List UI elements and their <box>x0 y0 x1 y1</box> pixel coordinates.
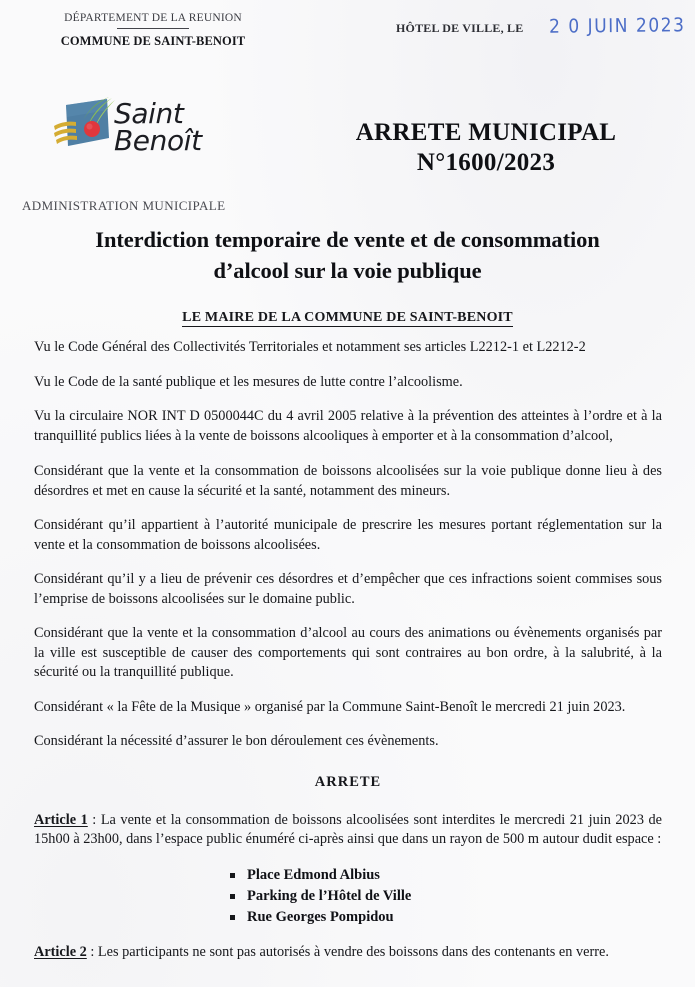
article-1-text: : La vente et la consommation de boissons alcoolisées sont interdites le mercredi 21 juin 2023 de 15h00 à 23h00, dans l’espace public énuméré ci-après ainsi que dans un rayon de 500 m autour dudit espace : <box>34 811 663 847</box>
article-1 <box>34 811 662 850</box>
recital-considerant-1: Considérant que la vente et la consommation de boissons alcoolisées sur la voie publique donne lieu à des désordres et met en cause la sécurité et la santé, notamment des mineurs. <box>34 463 662 499</box>
recital-considerant-6: Considérant la nécessité d’assurer le bon déroulement ces évènements. <box>34 733 439 749</box>
recital-vu-2: Vu le Code de la santé publique et les mesures de lutte contre l’alcoolisme. <box>34 373 463 390</box>
list-item: Rue Georges Pompidou <box>230 907 662 927</box>
document-number: N°1600/2023 <box>416 149 556 176</box>
list-item: Parking de l’Hôtel de Ville <box>230 886 662 906</box>
header-divider <box>117 28 189 29</box>
article-2-text: : Les participants ne sont pas autorisés à vendre des boissons dans des contenants en verre. <box>86 943 609 960</box>
recital-considerant-3: Considérant qu’il y a lieu de prévenir ces désordres et d’empêcher que ces infractions soient commises sous l’emprise de boissons alcoolisées sur le domaine public. <box>34 571 662 607</box>
date-stamp: 2 0 JUIN 2023 <box>549 14 686 38</box>
administration-municipale-label: ADMINISTRATION MUNICIPALE <box>22 198 226 213</box>
mayor-heading-text: LE MAIRE DE LA COMMUNE DE SAINT-BENOIT <box>182 310 513 325</box>
recital-considerant-5: Considérant « la Fête de la Musique » organisé par la Commune Saint-Benoît le mercredi 21 juin 2023. <box>34 698 626 715</box>
mayor-heading <box>24 308 671 326</box>
logo-word-line2: Benoît <box>114 124 202 157</box>
document-title-line1: ARRETE MUNICIPAL <box>355 119 617 146</box>
article-2-label: Article 2 <box>34 943 87 960</box>
restricted-places-list <box>34 865 662 927</box>
article-2 <box>34 943 662 963</box>
recital-considerant-4: Considérant que la vente et la consommation d’alcool au cours des animations ou évènements organisés par la ville est susceptible de causer des comportements qui sont contraires au bon ordre, à la salubrité, à la sécurité ou la tranquillité publique. <box>34 625 662 680</box>
document-subject-line1: Interdiction temporaire de vente et de consommation <box>95 227 600 252</box>
article-1-label: Article 1 <box>34 811 88 828</box>
department-label: DÉPARTEMENT DE LA REUNION <box>64 12 242 24</box>
recital-vu-3: Vu la circulaire NOR INT D 0500044C du 4 avril 2005 relative à la prévention des atteintes à l’ordre et à la tranquillité publics liées à la vente de boissons alcooliques à emporter et à la consommation d’alcool, <box>34 408 662 444</box>
recital-vu-1: Vu le Code Général des Collectivités Territoriales et notamment ses articles L2212-1 et L2212-2 <box>34 339 586 355</box>
arrete-keyword: ARRETE <box>314 773 382 790</box>
hotel-de-ville-label: HÔTEL DE VILLE, LE <box>396 21 524 35</box>
document-header <box>24 0 686 60</box>
city-logo-wordmark <box>114 97 202 157</box>
city-logo <box>52 96 267 176</box>
list-item: Place Edmond Albius <box>230 865 662 885</box>
document-body <box>34 338 662 977</box>
document-title <box>300 118 672 178</box>
dateline-block <box>396 15 686 37</box>
issuer-block <box>28 12 278 49</box>
commune-label: COMMUNE DE SAINT-BENOIT <box>60 34 246 48</box>
logo-word-line1: Saint <box>114 97 184 130</box>
document-subject-line2: d’alcool sur la voie publique <box>213 258 482 283</box>
document-subject <box>24 224 671 286</box>
recital-considerant-2: Considérant qu’il appartient à l’autorité municipale de prescrire les mesures portant réglementation sur la vente et la consommation de boissons alcoolisées. <box>34 517 662 553</box>
